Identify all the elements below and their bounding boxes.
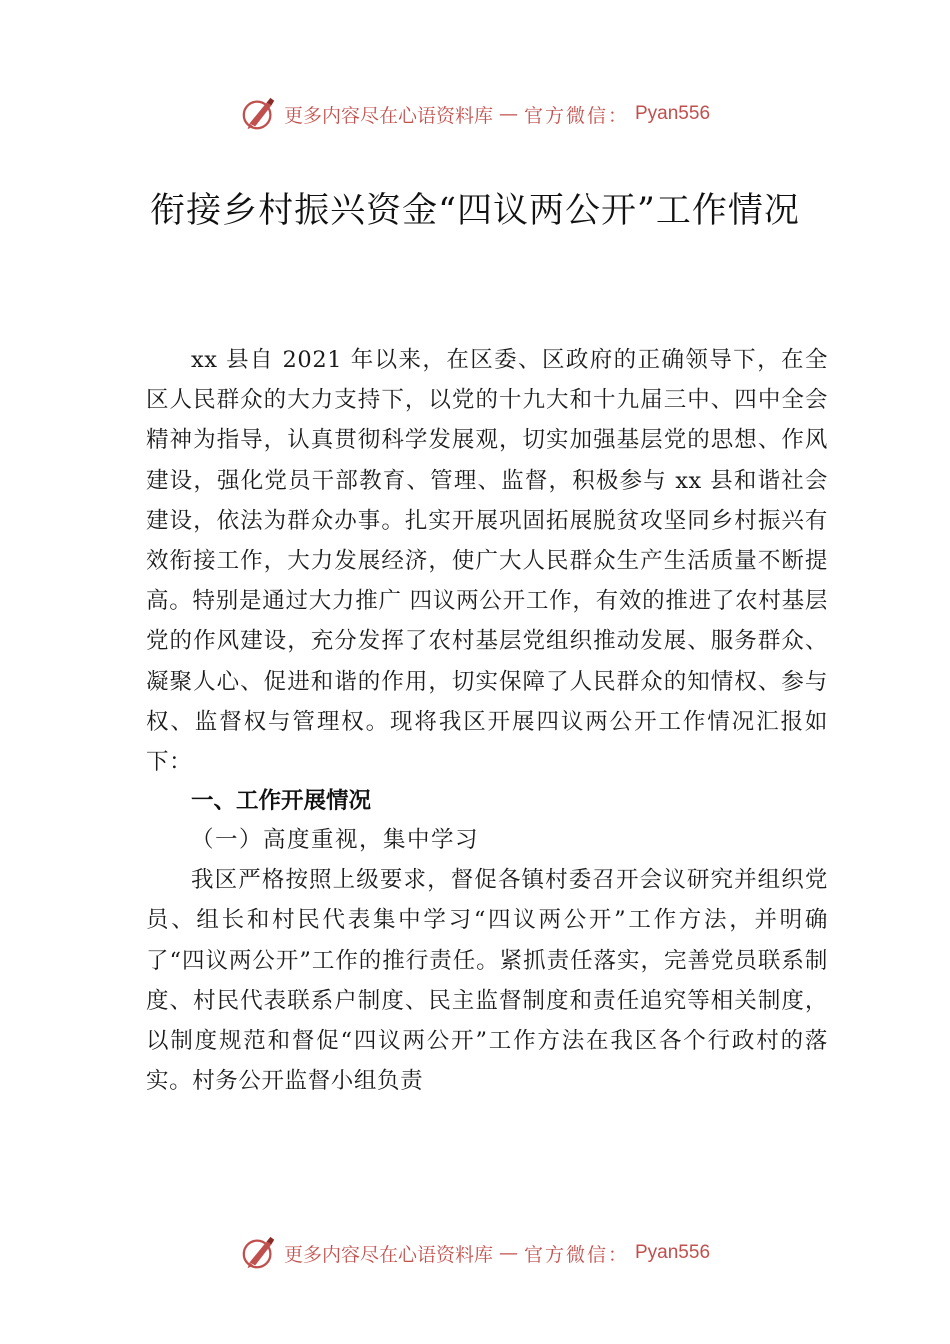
watermark-brand: 更多内容尽在心语资料库 (283, 1243, 493, 1266)
pen-logo-icon (240, 95, 278, 133)
watermark-header (0, 94, 950, 134)
watermark-wechat-id: Pyan556 (635, 1242, 711, 1263)
document-body (146, 340, 828, 1101)
subsection-paragraph: 我区严格按照上级要求，督促各镇村委召开会议研究并组织党员、组长和村民代表集中学习“四议两公开”工作方法，并明确了“四议两公开”工作的推行责任。紧抓责任落实，完善党员联系制度、村民代表联系户制度、民主监督制度和责任追究等相关制度，以制度规范和督促“四议两公开”工作方法在我区各个行政村的落实。村务公开监督小组负责 (146, 867, 828, 1095)
section-heading: 一、工作开展情况 (191, 788, 372, 815)
watermark-separator: — (498, 103, 518, 125)
watermark-footer (0, 1233, 950, 1273)
watermark-separator: — (498, 1242, 518, 1264)
document-title: 衔接乡村振兴资金“四议两公开”工作情况 (150, 191, 800, 231)
intro-paragraph: xx 县自 2021 年以来，在区委、区政府的正确领导下，在全区人民群众的大力支持下，以党的十九大和十九届三中、四中全会精神为指导，认真贯彻科学发展观，切实加强基层党的思想、作风建设，强化党员干部教育、管理、监督，积极参与 xx 县和谐社会建设，依法为群众办事。扎实开展巩固拓展脱贫攻坚同乡村振兴有效衔接工作，大力发展经济，使广大人民群众生产生活质量不断提高。特别是通过大力推广 四议两公开工作，有效的推进了农村基层党的作风建设，充分发挥了农村基层党组织推动发展、服务群众、凝聚人心、促进和谐的作用，切实保障了人民群众的知情权、参与权、监督权与管理权。现将我区开展四议两公开工作情况汇报如 下： (146, 347, 828, 776)
subsection-heading: （一）高度重视，集中学习 (191, 827, 480, 854)
watermark-label: 官方微信： (523, 104, 629, 127)
watermark-brand: 更多内容尽在心语资料库 (283, 104, 493, 127)
pen-logo-icon (240, 1234, 278, 1272)
watermark-label: 官方微信： (523, 1243, 629, 1266)
watermark-wechat-id: Pyan556 (635, 103, 711, 124)
